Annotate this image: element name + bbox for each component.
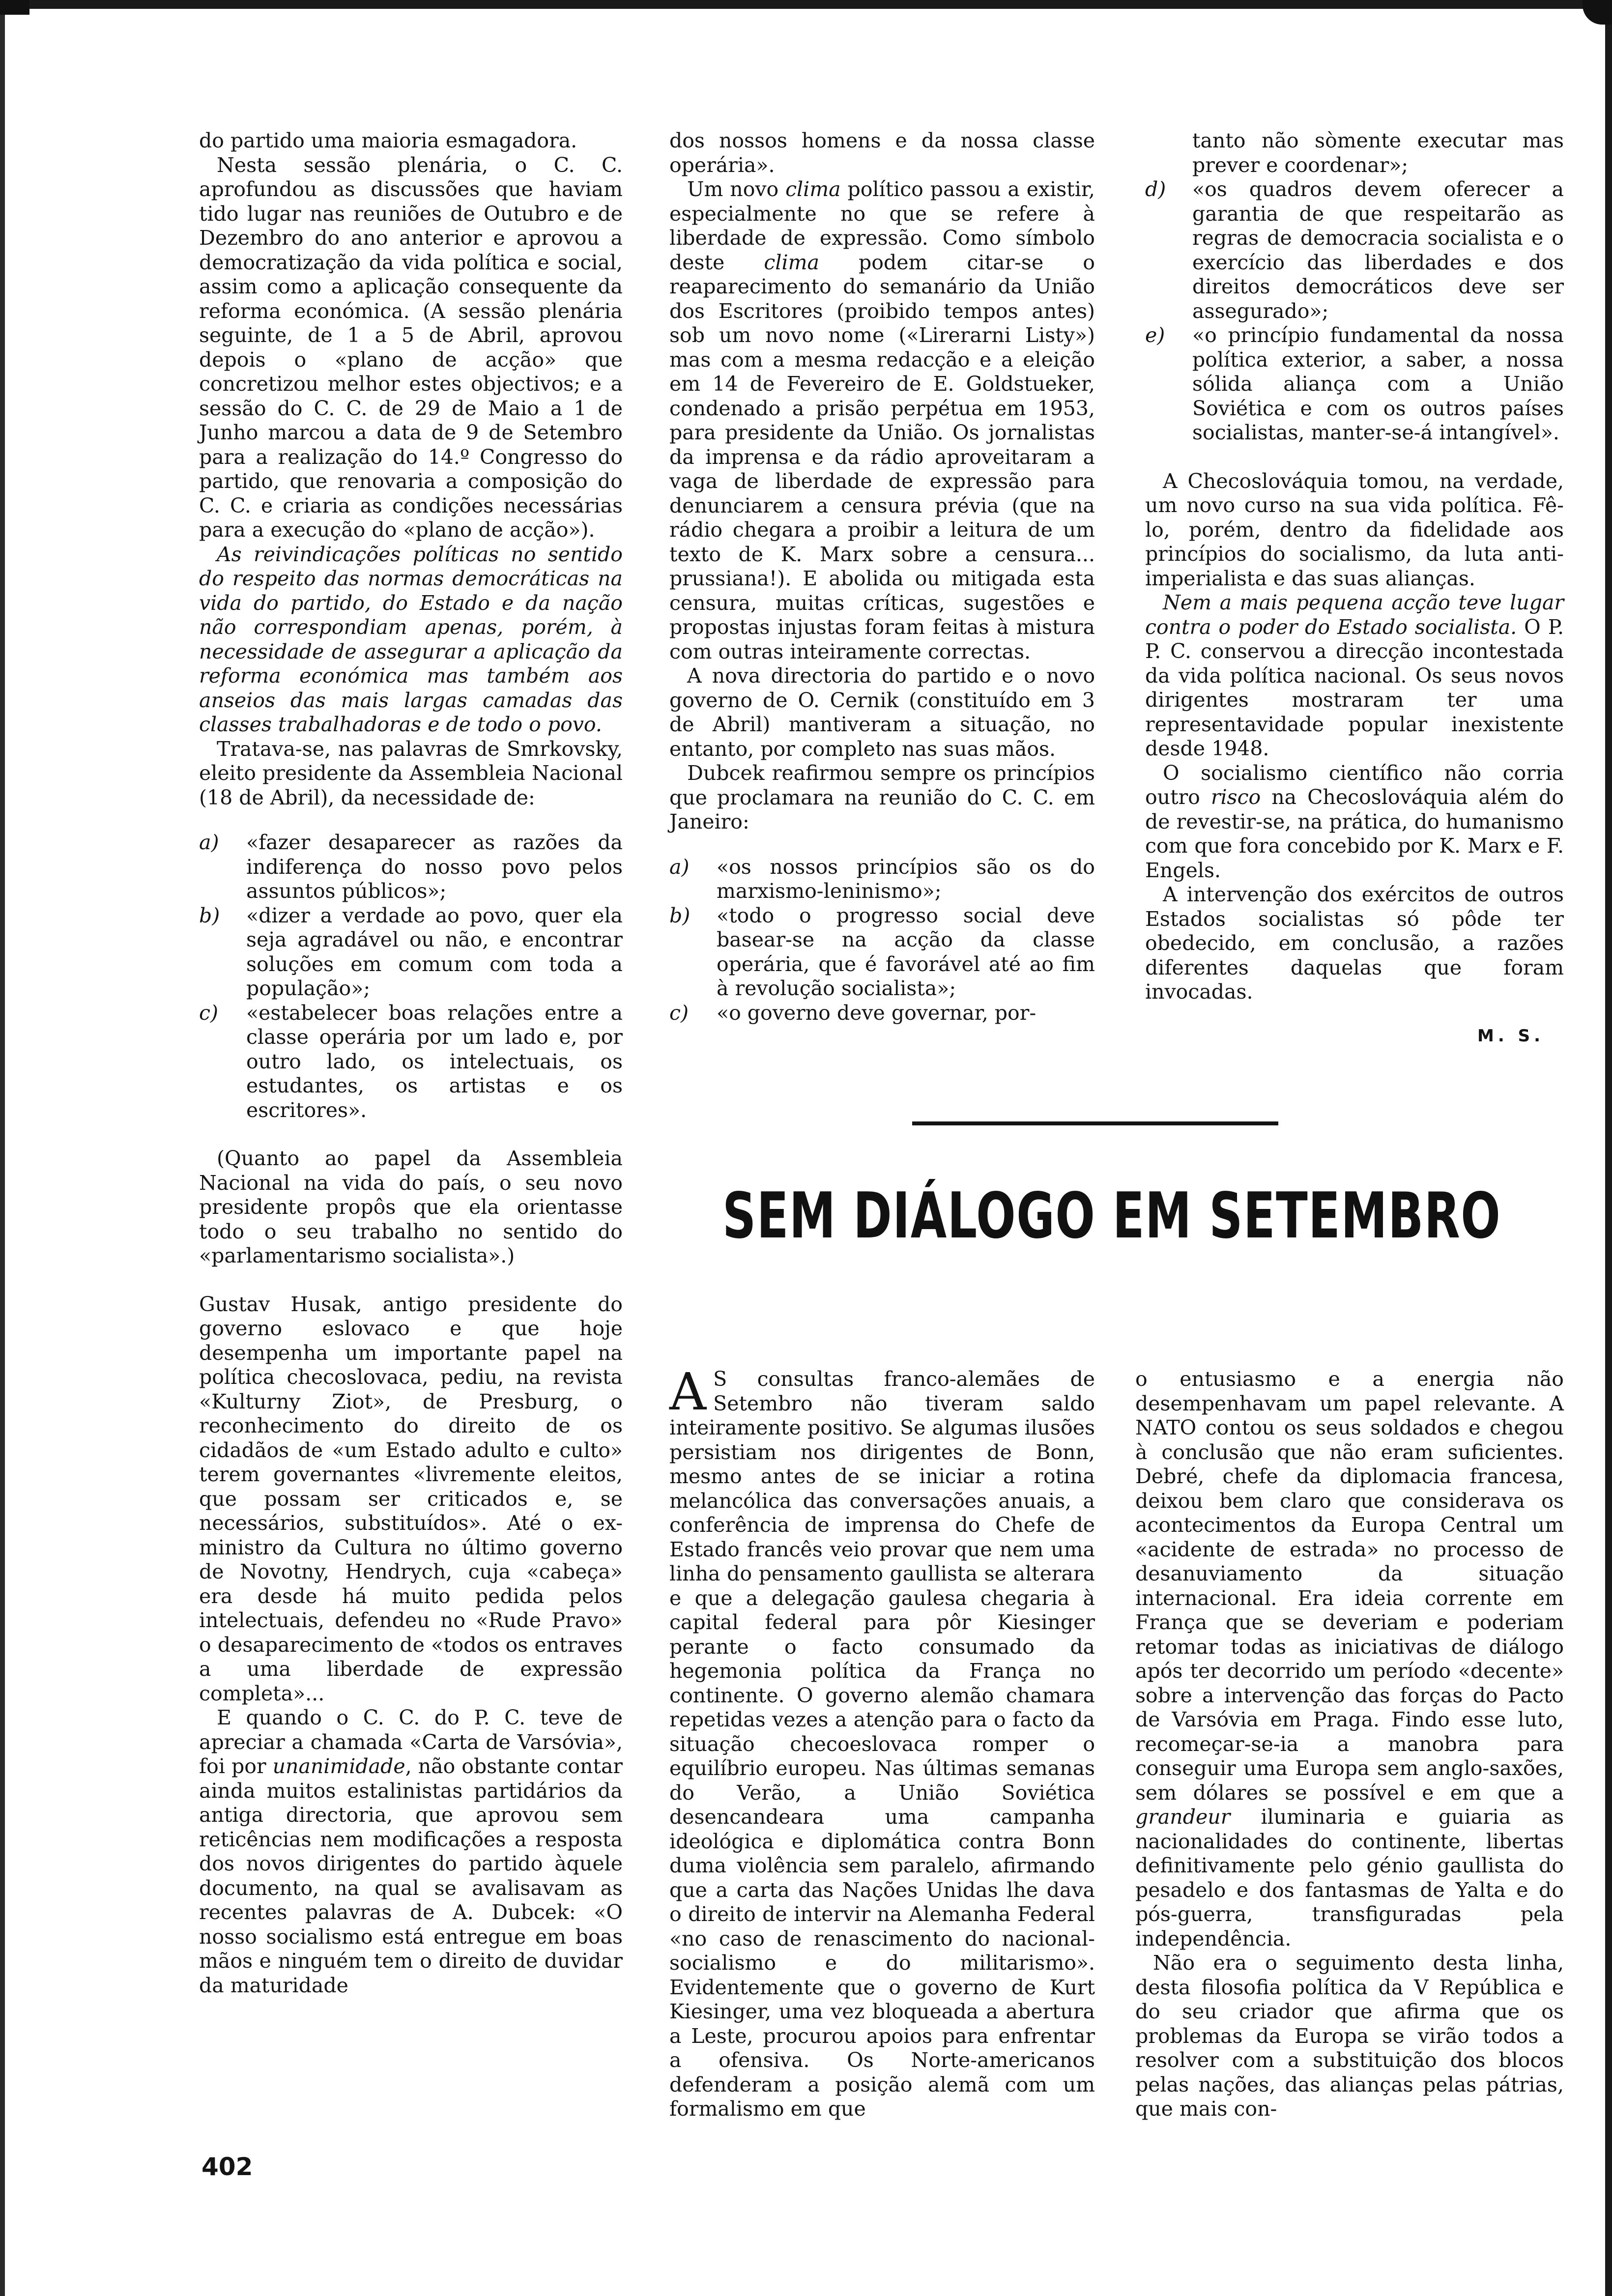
article2-column-1: [669, 1362, 1095, 2122]
list-text: «estabelecer boas relações entre a classe operária por um lado e, por outro lado, os intelectuais, os estudantes, os artistas e os escritores».: [246, 1001, 623, 1122]
list-item: [1145, 129, 1564, 177]
list-item: [199, 831, 623, 904]
list-text: «os quadros devem oferecer a garantia de que respeitarão as regras de democracia socialista e o exercício das liberdades e dos direitos democráticos deve ser assegurado»;: [1192, 177, 1564, 323]
list-label: e): [1145, 323, 1165, 347]
paragraph: (Quanto ao papel da Assembleia Nacional na vida do país, o seu novo presidente propôs que ela orientasse todo o seu trabalho no sentido do «parlamentarismo socialista».): [199, 1147, 623, 1267]
demands-list: [199, 831, 623, 1122]
list-item: [669, 1001, 1095, 1026]
article-column-2: [669, 129, 1095, 1025]
list-item: [199, 1001, 623, 1123]
drop-cap: A: [669, 1362, 707, 1422]
list-text: «o princípio fundamental da nossa política exterior, a saber, a nossa sólida aliança com a União Soviética e com os outros países socialistas, manter-se-á intangível».: [1192, 323, 1564, 444]
article-column-1: [199, 129, 623, 1998]
list-item: [1145, 177, 1564, 323]
paragraph: A intervenção dos exércitos de outros Estados socialistas só pôde ter obedecido, em conclusão, a razões diferentes daquelas que foram invocadas.: [1145, 883, 1564, 1004]
list-item: [669, 904, 1095, 1001]
list-text: «os nossos princípios são os do marxismo-leninismo»;: [717, 855, 1095, 903]
list-item: [199, 904, 623, 1001]
scan-edge-top: [0, 0, 1612, 9]
paragraph: Dubcek reafirmou sempre os princípios que proclamara na reunião do C. C. em Janeiro:: [669, 761, 1095, 833]
paragraph: A nova directoria do partido e o novo governo de O. Cernik (constituído em 3 de Abril) mantiveram a situação, no entanto, por completo nas suas mãos.: [669, 664, 1095, 761]
list-label: a): [199, 831, 219, 854]
list-label: c): [199, 1001, 218, 1025]
paragraph: Tratava-se, nas palavras de Smrkovsky, eleito presidente da Assembleia Nacional (18 de Abril), da necessidade de:: [199, 737, 623, 809]
list-text: «dizer a verdade ao povo, quer ela seja agradável ou não, e encontrar soluções em comum com toda a população»;: [246, 903, 623, 1000]
list-text: tanto não sòmente executar mas prever e coordenar»;: [1192, 129, 1564, 177]
scan-corner-right: [1583, 0, 1612, 25]
list-label: d): [1145, 177, 1166, 201]
scan-corner-left: [0, 0, 29, 15]
list-item: [1145, 323, 1564, 445]
list-text: «o governo deve governar, por-: [717, 1001, 1036, 1025]
list-item: [669, 855, 1095, 904]
paragraph: Nesta sessão plenária, o C. C. aprofundou as discussões que haviam tido lugar nas reuniões de Outubro e de Dezembro do ano anterior e aprovou a democratização da vida política e social, assim como a aplicação consequente da reforma económica. (A sessão plenária seguinte, de 1 a 5 de Abril, aprovou depois o «plano de acção» que concretizou melhor estes objectivos; e a sessão do C. C. de 29 de Maio a 1 de Junho marcou a data de 9 de Setembro para a realização do 14.º Congresso do partido, que renovaria a composição do C. C. e criaria as condições necessárias para a execução do «plano de acção»).: [199, 153, 623, 542]
paragraph: Nem a mais pequena acção teve lugar contra o poder do Estado socialista. O P. P. C. conservou a direcção incontestada da vida política nacional. Os seus novos dirigentes mostraram ter uma representavidade popular inexistente desde 1948.: [1145, 591, 1564, 760]
paragraph: dos nossos homens e da nossa classe operária».: [669, 129, 1095, 177]
paragraph: Não era o seguimento desta linha, desta filosofia política da V República e do seu criador que afirma que os problemas da Europa se virão todos a resolver com a substituição dos blocos pelas nações, das alianças pelas pátrias, que mais con-: [1135, 1951, 1564, 2121]
paragraph: o entusiasmo e a energia não desempenhavam um papel relevante. A NATO contou os seus soldados e chegou à conclusão que não eram suficientes. Debré, chefe da diplomacia francesa, deixou bem claro que considerava os acontecimentos da Europa Central um «acidente de estrada» no processo de desanuviamento da situação internacional. Era ideia corrente em França que se deveriam e poderiam retomar todas as iniciativas de diálogo após ter decorrido um período «decente» sobre a intervenção das forças do Pacto de Varsóvia em Praga. Findo esse luto, recomeçar-se-ia a manobra para conseguir uma Europa sem anglo-saxões, sem dólares se possível e em que a grandeur iluminaria e guiaria as nacionalidades do continente, libertas definitivamente pelo génio gaullista do pesadelo e dos fantasmas de Yalta e do pós-guerra, transfiguradas pela independência.: [1135, 1367, 1564, 1951]
principles-list-continued: [1145, 129, 1564, 445]
paragraph: Um novo clima político passou a existir, especialmente no que se refere à liberdade de expressão. Como símbolo deste clima podem citar-se o reaparecimento do semanário da União dos Escritores (proibido tempos antes) sob um novo nome («Lirerarni Listy») mas com a mesma redacção e a eleição em 14 de Fevereiro de E. Goldstueker, condenado a prisão perpétua em 1953, para presidente da União. Os jornalistas da imprensa e da rádio aproveitaram a vaga de liberdade de expressão para denunciarem a censura prévia (que na rádio chegara a proibir a leitura de um texto de K. Marx sobre a censura... prussiana!). E abolida ou mitigada esta censura, muitas críticas, sugestões e propostas injustas foram feitas à mistura com outras inteiramente correctas.: [669, 177, 1095, 663]
scan-edge-right: [1605, 0, 1612, 2296]
list-label: c): [669, 1001, 689, 1025]
paragraph: Gustav Husak, antigo presidente do governo eslovaco e que hoje desempenha um importante papel na política checoslovaca, pediu, na revista «Kulturny Ziot», de Presburg, o reconhecimento do direito de os cidadãos de «um Estado adulto e culto» terem governantes «livremente eleitos, que possam ser criticados e, se necessários, substituídos». Até o ex-ministro da Cultura no último governo de Novotny, Hendrych, cuja «cabeça» era desde há muito pedida pelos intelectuais, defendeu no «Rude Pravo» o desaparecimento de «todos os entraves a uma liberdade de expressão completa»...: [199, 1292, 623, 1705]
paragraph: A S consultas franco-alemães de Setembro não tiveram saldo inteiramente positivo. Se algumas ilusões persistiam nos dirigentes de Bonn, mesmo antes de se iniciar a rotina melancólica das conversações anuais, a conferência de imprensa do Chefe de Estado francês veio provar que nem uma linha do pensamento gaullista se alterara e que a delegação gaulesa chegaria à capital federal para pôr Kiesinger perante o facto consumado da hegemonia política da França no continente. O governo alemão chamara repetidas vezes a atenção para o facto da situação checoeslovaca romper o equilíbrio europeu. Nas últimas semanas do Verão, a União Soviética desencandeara uma campanha ideológica e diplomática contra Bonn duma violência sem paralelo, afirmando que a carta das Nações Unidas lhe dava o direito de intervir na Alemanha Federal «no caso de renascimento do nacional-socialismo e do militarismo». Evidentemente que o governo de Kurt Kiesinger, uma vez bloqueada a abertura a Leste, procurou apoios para enfrentar a ofensiva. Os Norte-americanos defenderam a posição alemã com um formalismo em que: [669, 1362, 1095, 2121]
headline-rule: [912, 1121, 1278, 1125]
article-headline: SEM DIÁLOGO EM SETEMBRO: [722, 1179, 1501, 1253]
paragraph-italic: As reivindicações políticas no sentido do respeito das normas democráticas na vida do partido, do Estado e da nação não correspondiam apenas, porém, à necessidade de assegurar a aplicação da reforma económica mas também aos anseios das mais largas camadas das classes trabalhadoras e de todo o povo.: [199, 542, 623, 736]
principles-list: [669, 855, 1095, 1026]
paragraph: do partido uma maioria esmagadora.: [199, 129, 577, 152]
article-column-3: [1145, 129, 1564, 1048]
list-label: a): [669, 855, 690, 879]
list-text: «fazer desaparecer as razões da indiferença do nosso povo pelos assuntos públicos»;: [246, 831, 623, 903]
paragraph: O socialismo científico não corria outro risco na Checoslováquia além do de revestir-se, na prática, do humanismo com que fora concebido por K. Marx e F. Engels.: [1145, 761, 1564, 882]
author-signature: M. S.: [1477, 1026, 1544, 1046]
paragraph: A Checoslováquia tomou, na verdade, um novo curso na sua vida política. Fê-lo, porém, dentro da fidelidade aos princípios do socialismo, da luta anti-imperialista e das suas alianças.: [1145, 469, 1564, 590]
paragraph: E quando o C. C. do P. C. teve de apreciar a chamada «Carta de Varsóvia», foi por unanimidade, não obstante contar ainda muitos estalinistas partidários da antiga directoria, que aprovou sem reticências nem modificações a resposta dos novos dirigentes do partido àquele documento, na qual se avalisavam as recentes palavras de A. Dubcek: «O nosso socialismo está entregue em boas mãos e ninguém tem o direito de duvidar da maturidade: [199, 1706, 623, 1997]
article2-column-2: [1135, 1367, 1564, 2122]
list-text: «todo o progresso social deve basear-se na acção da classe operária, que é favorável até ao fim à revolução socialista»;: [717, 903, 1095, 1000]
scan-edge-left: [0, 0, 5, 2296]
page-number: 402: [202, 2152, 253, 2181]
list-label: b): [669, 903, 691, 927]
list-label: b): [199, 903, 220, 927]
